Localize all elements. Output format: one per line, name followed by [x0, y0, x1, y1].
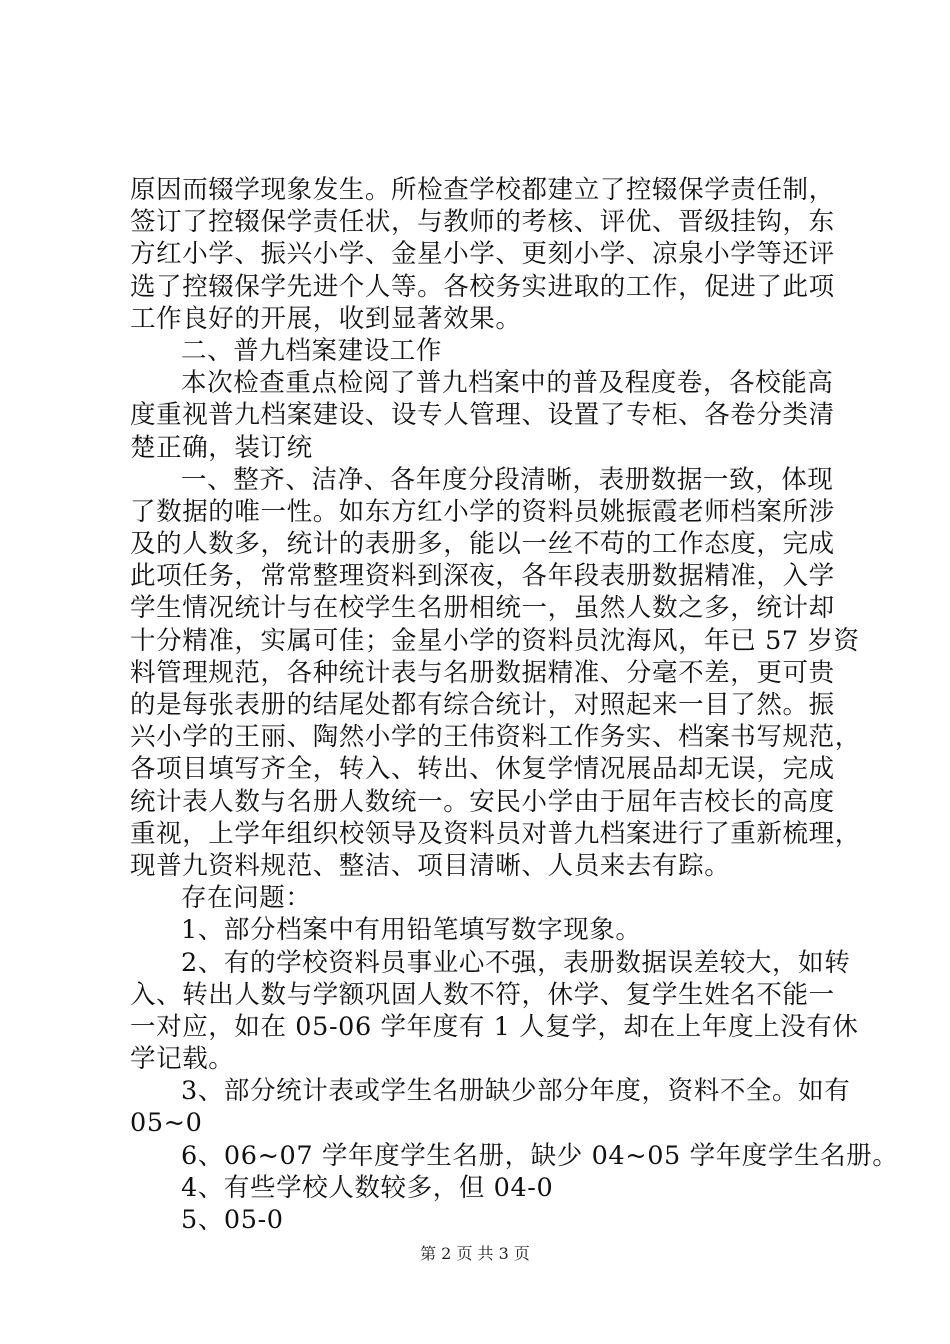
text-line: 签订了控辍保学责任状，与教师的考核、评优、晋级挂钩，东 [130, 207, 835, 238]
document-body [130, 174, 899, 1236]
text-line: 选了控辍保学先进个人等。各校务实进取的工作，促进了此项 [130, 271, 835, 302]
text-line: 本次检查重点检阅了普九档案中的普及程度卷，各校能高 [181, 368, 834, 399]
text-line: 3、部分统计表或学生名册缺少部分年度，资料不全。如有 [181, 1076, 851, 1107]
text-line: 存在问题： [181, 883, 312, 914]
text-line: 一、整齐、洁净、各年度分段清晰，表册数据一致，体现 [181, 464, 834, 495]
text-line: 的是每张表册的结尾处都有综合统计，对照起来一目了然。振 [130, 690, 835, 720]
text-line: 入、转出人数与学额巩固人数不符，休学、复学生姓名不能一 [130, 979, 835, 1010]
text-line: 学记载。 [130, 1044, 235, 1075]
text-line: 4、有些学校人数较多，但 04-0 [181, 1172, 554, 1203]
text-line: 料管理规范，各种统计表与名册数据精准、分毫不差，更可贵 [130, 657, 835, 688]
text-line: 现普九资料规范、整洁、项目清晰、人员来去有踪。 [130, 850, 731, 881]
text-line: 统计表人数与名册人数统一。安民小学由于屈年吉校长的高度 [130, 786, 835, 817]
text-line: 一对应，如在 05-06 学年度有 1 人复学，却在上年度上没有休 [130, 1011, 859, 1042]
text-line: 2、有的学校资料员事业心不强，表册数据误差较大，如转 [181, 947, 851, 978]
text-line: 工作良好的开展，收到显著效果。 [130, 303, 522, 334]
text-line: 学生情况统计与在校学生名册相统一，虽然人数之多，统计却 [130, 593, 835, 624]
text-line: 方红小学、振兴小学、金星小学、更刻小学、凉泉小学等还评 [130, 239, 835, 270]
page-footer: 第 2 页 共 3 页 [420, 1244, 530, 1263]
text-line: 此项任务，常常整理资料到深夜，各年段表册数据精准，入学 [130, 561, 835, 592]
text-line: 6、06~07 学年度学生名册，缺少 04~05 学年度学生名册。 [181, 1140, 899, 1171]
text-line: 及的人数多，统计的表册多，能以一丝不苟的工作态度，完成 [130, 529, 835, 560]
text-line: 原因而辍学现象发生。所检查学校都建立了控辍保学责任制， [130, 175, 835, 205]
text-line: 兴小学的王丽、陶然小学的王伟资料工作务实、档案书写规范， [130, 722, 861, 753]
text-line: 重视，上学年组织校领导及资料员对普九档案进行了重新梳理， [130, 818, 861, 849]
text-line: 度重视普九档案建设、设专人管理、设置了专柜、各卷分类清 [130, 400, 835, 431]
text-line: 十分精准，实属可佳；金星小学的资料员沈海风，年已 57 岁资 [130, 625, 860, 656]
text-line: 了数据的唯一性。如东方红小学的资料员姚振霞老师档案所涉 [130, 496, 835, 527]
text-line: 05~0 [130, 1108, 203, 1139]
text-line: 二、普九档案建设工作 [181, 335, 443, 366]
text-line: 5、05-0 [181, 1205, 284, 1235]
text-line: 各项目填写齐全，转入、转出、休复学情况展品却无误，完成 [130, 754, 835, 785]
text-line: 楚正确，装订统 [130, 432, 313, 463]
text-line: 1、部分档案中有用铅笔填写数字现象。 [181, 915, 642, 946]
